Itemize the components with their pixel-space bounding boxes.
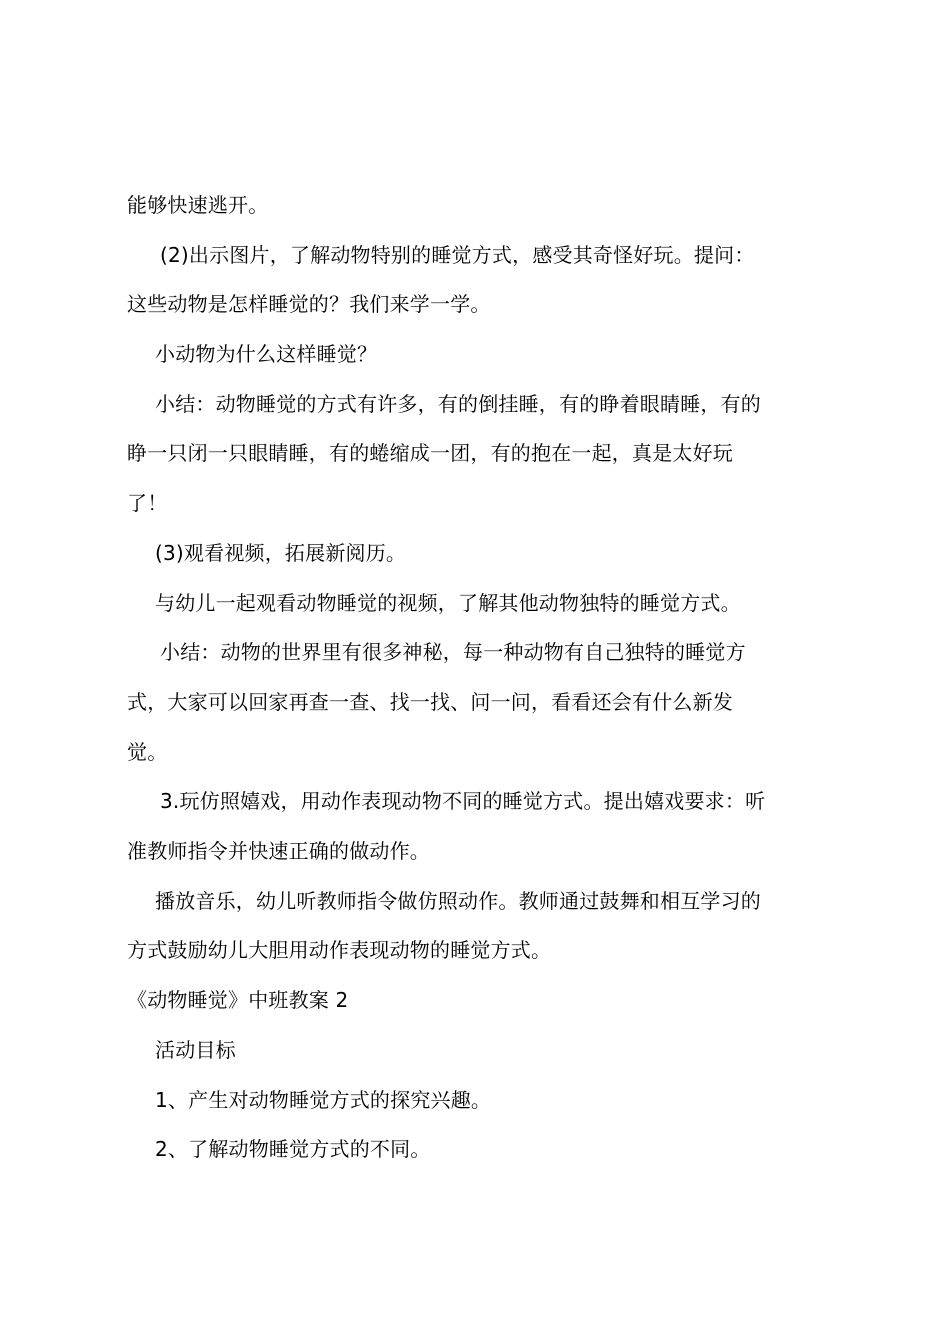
paragraph-line: 3.玩仿照嬉戏，用动作表现动物不同的睡觉方式。提出嬉戏要求：听 [160,789,766,813]
paragraph-line: 方式鼓励幼儿大胆用动作表现动物的睡觉方式。 [127,938,552,962]
paragraph-line: 小结：动物的世界里有很多神秘，每一种动物有自己独特的睡觉方 [160,640,746,664]
paragraph-line: 这些动物是怎样睡觉的？我们来学一学。 [127,292,491,316]
paragraph-line: (2)出示图片，了解动物特别的睡觉方式，感受其奇怪好玩。提问： [160,243,755,267]
subheading: 活动目标 [155,1038,236,1062]
paragraph-line: 觉。 [127,740,168,764]
paragraph-line: 与幼儿一起观看动物睡觉的视频，了解其他动物独特的睡觉方式。 [155,591,741,615]
paragraph-line: 小动物为什么这样睡觉？ [155,342,378,366]
paragraph-line: 准教师指令并快速正确的做动作。 [127,839,430,863]
section-title: 《动物睡觉》中班教案 2 [127,988,349,1012]
list-item: 1、产生对动物睡觉方式的探究兴趣。 [155,1088,492,1112]
paragraph-line: 式，大家可以回家再查一查、找一找、问一问，看看还会有什么新发 [127,690,733,714]
paragraph-line: 小结：动物睡觉的方式有许多，有的倒挂睡，有的睁着眼睛睡，有的 [155,392,761,416]
paragraph-line: 睁一只闭一只眼睛睡，有的蜷缩成一团，有的抱在一起，真是太好玩 [127,441,733,465]
paragraph-line: 能够快速逃开。 [127,193,269,217]
list-item: 2、了解动物睡觉方式的不同。 [155,1137,431,1161]
paragraph-line: (3)观看视频，拓展新阅历。 [155,541,407,565]
paragraph-line: 了！ [127,491,168,515]
paragraph-line: 播放音乐，幼儿听教师指令做仿照动作。教师通过鼓舞和相互学习的 [155,889,761,913]
